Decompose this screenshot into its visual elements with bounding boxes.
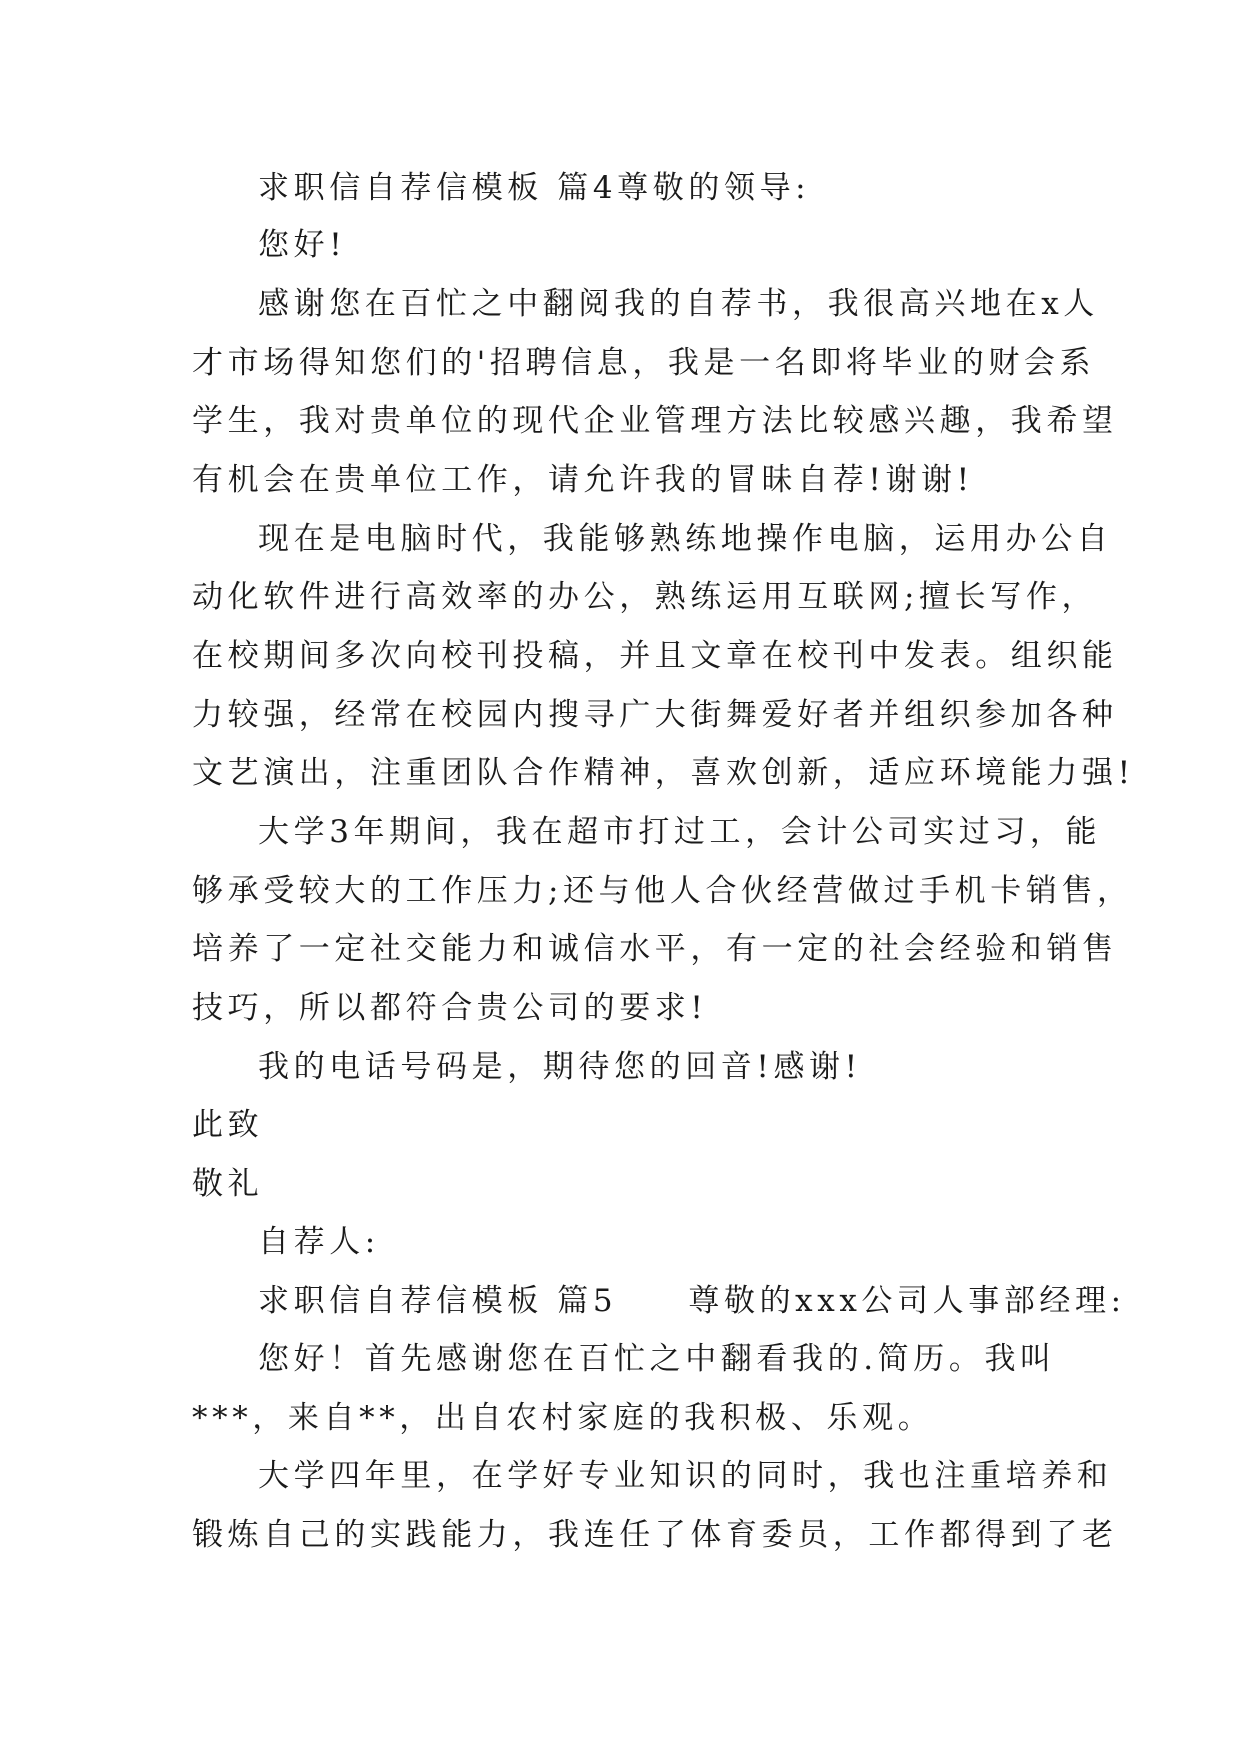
paragraph-line: 您好！首先感谢您在百忙之中翻看我的.简历。我叫 — [258, 1341, 1056, 1377]
paragraph-line: 我的电话号码是，期待您的回音!感谢! — [258, 1049, 862, 1085]
paragraph-line: 动化软件进行高效率的办公，熟练运用互联网;擅长写作， — [192, 579, 1098, 615]
heading-template-4: 求职信自荐信模板 篇4尊敬的领导: — [258, 170, 811, 206]
greeting-line: 您好! — [258, 227, 347, 263]
paragraph-line: 文艺演出，注重团队合作精神，喜欢创新，适应环境能力强! — [192, 755, 1135, 791]
paragraph-line: 大学四年里，在学好专业知识的同时，我也注重培养和 — [258, 1458, 1113, 1494]
paragraph-line: 培养了一定社交能力和诚信水平，有一定的社会经验和销售 — [192, 931, 1118, 967]
paragraph-line: 学生，我对贵单位的现代企业管理方法比较感兴趣，我希望 — [192, 403, 1118, 439]
paragraph-line: 有机会在贵单位工作，请允许我的冒昧自荐!谢谢! — [192, 462, 974, 498]
paragraph-line: 感谢您在百忙之中翻阅我的自荐书，我很高兴地在x人 — [258, 286, 1099, 322]
paragraph-line: 才市场得知您们的'招聘信息，我是一名即将毕业的财会系 — [192, 345, 1096, 381]
paragraph-line: 在校期间多次向校刊投稿，并且文章在校刊中发表。组织能 — [192, 638, 1118, 674]
paragraph-line: ***，来自**，出自农村家庭的我积极、乐观。 — [192, 1400, 934, 1436]
closing-line: 此致 — [192, 1107, 264, 1143]
signature-line: 自荐人: — [258, 1224, 380, 1260]
paragraph-line: 力较强，经常在校园内搜寻广大街舞爱好者并组织参加各种 — [192, 697, 1118, 733]
paragraph-line: 技巧，所以都符合贵公司的要求! — [192, 990, 708, 1026]
paragraph-line: 够承受较大的工作压力;还与他人合伙经营做过手机卡销售， — [192, 873, 1133, 909]
heading-template-5: 求职信自荐信模板 篇5 尊敬的xxx公司人事部经理: — [258, 1283, 1126, 1319]
paragraph-line: 大学3年期间，我在超市打过工，会计公司实过习，能 — [258, 814, 1102, 850]
paragraph-line: 锻炼自己的实践能力，我连任了体育委员，工作都得到了老 — [192, 1517, 1118, 1553]
closing-line: 敬礼 — [192, 1166, 264, 1202]
paragraph-line: 现在是电脑时代，我能够熟练地操作电脑，运用办公自 — [258, 521, 1113, 557]
